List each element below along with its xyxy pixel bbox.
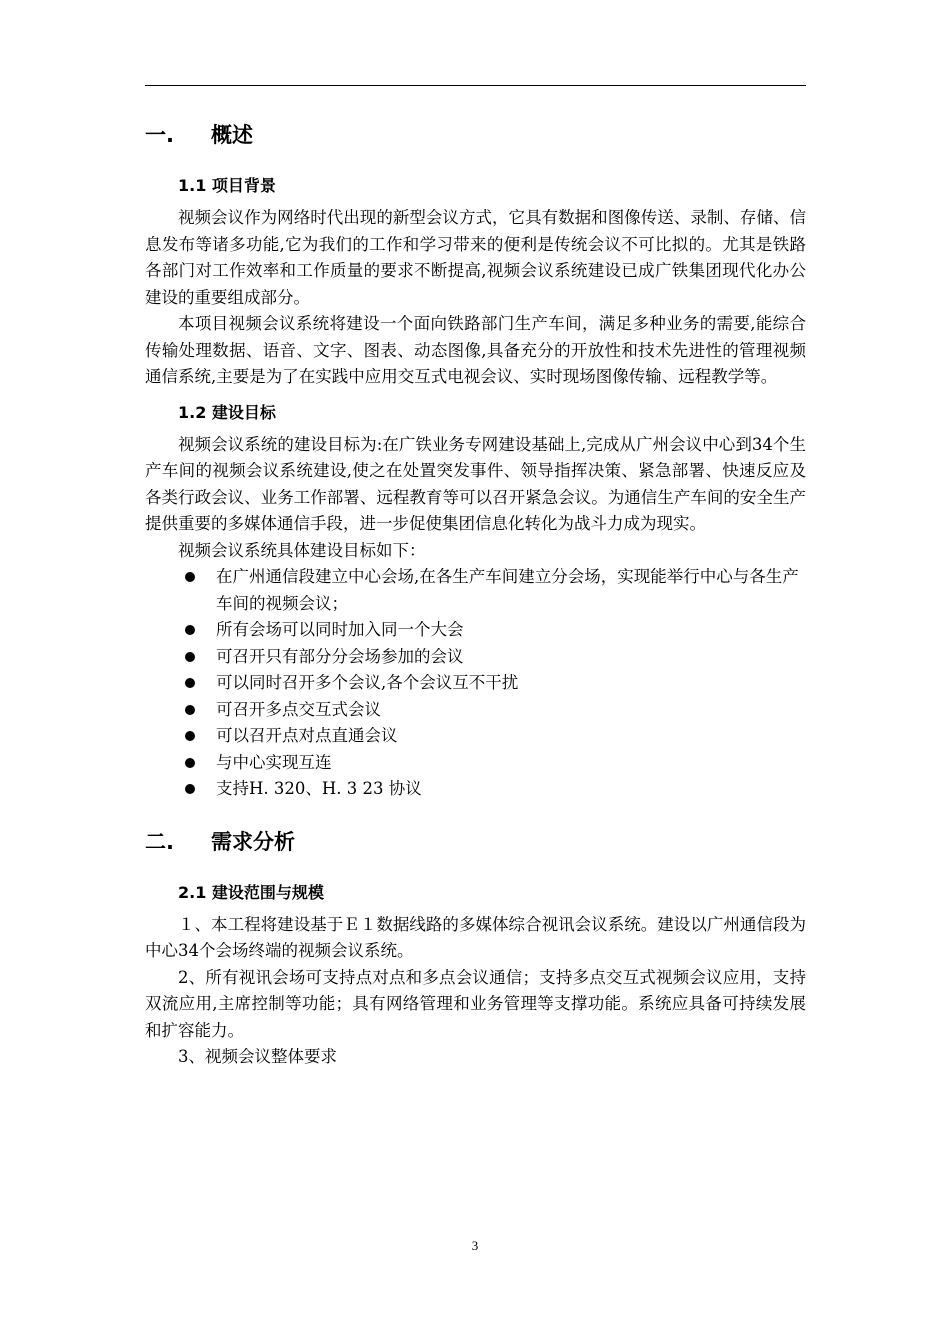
list-item-text: 与中心实现互连 [216, 752, 332, 772]
bullet-icon [185, 625, 195, 635]
page-number: 3 [471, 1238, 479, 1253]
list-item-text: 可召开多点交互式会议 [216, 699, 381, 719]
section-title: 需求分析 [211, 829, 295, 854]
paragraph: 3、视频会议整体要求 [178, 1047, 337, 1066]
list-item [145, 564, 806, 617]
paragraph: 本项目视频会议系统将建设一个面向铁路部门生产车间，满足多种业务的需要,能综合传输处理数据、语音、文字、图表、动态图像,具备充分的开放性和技术先进性的管理视频通信系统,主要是为了在实践中应用交互式电视会议、实时现场图像传输、远程教学等。 [145, 314, 806, 386]
list-item [145, 776, 806, 803]
paragraph: 视频会议作为网络时代出现的新型会议方式，它具有数据和图像传送、录制、存储、信息发布等诸多功能,它为我们的工作和学习带来的便利是传统会议不可比拟的。尤其是铁路各部门对工作效率和工作质量的要求不断提高,视频会议系统建设已成广铁集团现代化办公建设的重要组成部分。 [145, 208, 806, 307]
list-item-text: 可以召开点对点直通会议 [216, 726, 398, 745]
list-item-text: 所有会场可以同时加入同一个大会 [216, 620, 464, 639]
section-number: 二. [145, 829, 174, 854]
paragraph: １、本工程将建设基于Ｅ１数据线路的多媒体综合视讯会议系统。建设以广州通信段为中心34个会场终端的视频会议系统。 [145, 914, 806, 960]
list-item [145, 750, 806, 777]
list-item [145, 617, 806, 644]
section-heading-overview [145, 120, 806, 150]
list-item-text: 支持H. 320、H. 3 23 协议 [216, 779, 422, 798]
bullet-icon [185, 705, 195, 715]
list-item [145, 644, 806, 671]
subsection-heading-goals: 1.2 建设目标 [178, 402, 276, 422]
bullet-icon [185, 678, 195, 688]
paragraph: 视频会议系统的建设目标为:在广铁业务专网建设基础上,完成从广州会议中心到34个生产车间的视频会议系统建设,使之在处置突发事件、领导指挥决策、紧急部署、快速反应及各类行政会议、业务工作部署、远程教育等可以召开紧急会议。为通信生产车间的安全生产提供重要的多媒体通信手段，进一步促使集团信息化转化为战斗力成为现实。 [145, 434, 806, 533]
paragraph: 视频会议系统具体建设目标如下： [178, 540, 426, 560]
list-item [145, 723, 806, 750]
list-item [145, 697, 806, 724]
goal-list [145, 564, 806, 803]
bullet-icon [185, 731, 195, 741]
paragraph: 2、所有视讯会场可支持点对点和多点会议通信；支持多点交互式视频会议应用，支持双流应用,主席控制等功能；具有网络管理和业务管理等支撑功能。系统应具备可持续发展和扩容能力。 [145, 967, 806, 1040]
header-rule [145, 85, 806, 86]
list-item-text: 可以同时召开多个会议,各个会议互不干扰 [216, 673, 519, 692]
document-body [145, 100, 806, 1071]
section-number: 一. [145, 123, 174, 147]
section-heading-requirements [145, 827, 806, 857]
list-item [145, 670, 806, 697]
bullet-icon [185, 652, 195, 662]
list-item-text: 可召开只有部分分会场参加的会议 [216, 646, 464, 666]
bullet-icon [185, 572, 195, 582]
bullet-icon [185, 784, 195, 794]
subsection-heading-background: 1.1 项目背景 [178, 176, 276, 195]
section-title: 概述 [211, 123, 253, 147]
subsection-heading-scope: 2.1 建设范围与规模 [178, 882, 324, 902]
bullet-icon [185, 758, 195, 768]
list-item-text: 在广州通信段建立中心会场,在各生产车间建立分会场，实现能举行中心与各生产车间的视频会议； [216, 567, 799, 613]
